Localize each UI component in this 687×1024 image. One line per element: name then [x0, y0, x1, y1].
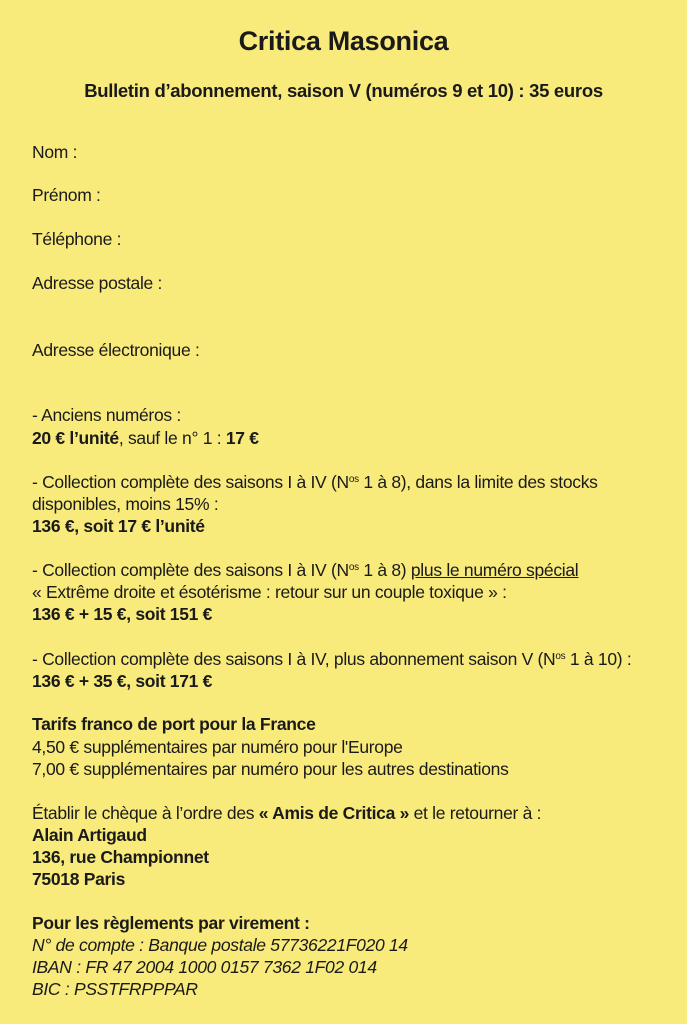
shipping-heading: Tarifs franco de port pour la France: [32, 714, 316, 734]
offer-collection1-line2: disponibles, moins 15% :: [32, 494, 219, 514]
transfer-iban: IBAN : FR 47 2004 1000 0157 7362 1F02 014: [32, 957, 377, 977]
payment-cheque-instruction: [32, 802, 541, 824]
field-telephone-label: Téléphone :: [32, 229, 122, 249]
field-prenom-label: Prénom :: [32, 185, 101, 205]
payment-cheque-text-b: et le retourner à :: [409, 803, 542, 823]
offer-anciens-price-middle: , sauf le n° 1 :: [118, 428, 226, 448]
offer-collection2-text-b: 1 à 8): [358, 560, 411, 580]
offer-collection2-line1: [32, 559, 578, 581]
offer-collection1-text-a: - Collection complète des saisons I à IV (N: [32, 472, 349, 492]
offer-collection2-line2: « Extrême droite et ésotérisme : retour sur un couple toxique » :: [32, 582, 507, 602]
payment-cheque-payee: « Amis de Critica »: [258, 803, 410, 823]
offer-anciens-price-first: 17 €: [225, 428, 259, 448]
payment-recipient-city: 75018 Paris: [32, 869, 126, 889]
offer-collection1-sup: os: [348, 474, 359, 485]
shipping-europe: 4,50 € supplémentaires par numéro pour l'Europe: [32, 737, 403, 757]
offer-collection3-price: 136 € + 35 €, soit 171 €: [32, 671, 213, 691]
offer-collection2-price: 136 € + 15 €, soit 151 €: [32, 604, 213, 624]
field-nom-label: Nom :: [32, 142, 78, 162]
offer-anciens-price: [32, 427, 259, 449]
offer-collection1-line1: [32, 471, 598, 493]
transfer-heading: Pour les règlements par virement :: [32, 913, 310, 933]
offer-collection1-price: 136 €, soit 17 € l’unité: [32, 516, 205, 536]
transfer-bic: BIC : PSSTFRPPPAR: [32, 979, 198, 999]
offer-collection3-text-b: 1 à 10) :: [565, 649, 632, 669]
field-adresse-postale-label: Adresse postale :: [32, 273, 163, 293]
field-adresse-electronique-label: Adresse électronique :: [32, 340, 200, 360]
offer-collection1-text-b: 1 à 8), dans la limite des stocks: [358, 472, 598, 492]
offer-collection3-text-a: - Collection complète des saisons I à IV, plus abonnement saison V (N: [32, 649, 556, 669]
shipping-other: 7,00 € supplémentaires par numéro pour les autres destinations: [32, 759, 509, 779]
transfer-account: N° de compte : Banque postale 57736221F020 14: [32, 935, 408, 955]
offer-anciens-price-unit: 20 € l’unité: [32, 428, 119, 448]
payment-recipient-name: Alain Artigaud: [32, 825, 147, 845]
offer-collection2-text-a: - Collection complète des saisons I à IV (N: [32, 560, 349, 580]
page-title: Critica Masonica: [238, 26, 449, 56]
offer-collection2-sup: os: [348, 562, 359, 573]
page-subtitle: Bulletin d’abonnement, saison V (numéros 9 et 10) : 35 euros: [84, 80, 603, 101]
offer-collection3-sup: os: [555, 651, 566, 662]
offer-collection3-line1: [32, 648, 631, 670]
offer-collection2-special-issue: plus le numéro spécial: [410, 560, 579, 580]
offer-anciens-label: - Anciens numéros :: [32, 405, 181, 425]
payment-cheque-text-a: Établir le chèque à l’ordre des: [32, 803, 259, 823]
payment-recipient-street: 136, rue Championnet: [32, 847, 209, 867]
